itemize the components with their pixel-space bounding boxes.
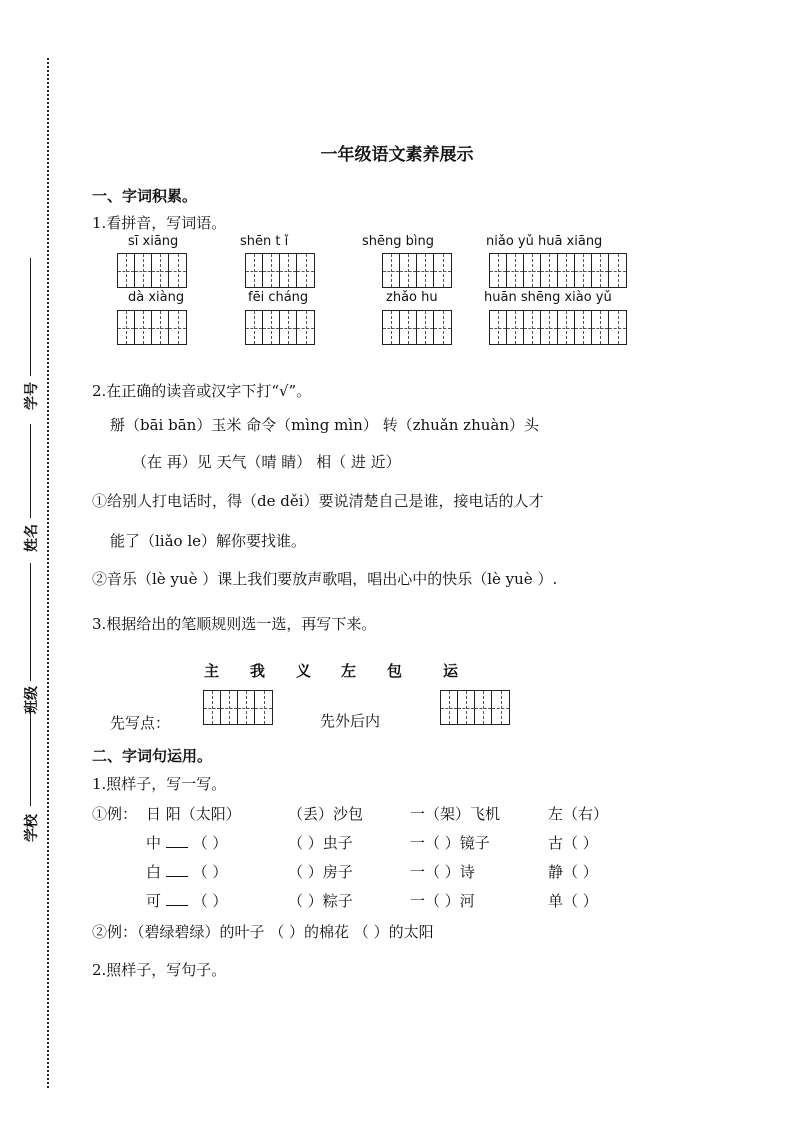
fill-row3-col4[interactable]: 单（ ） bbox=[548, 892, 598, 910]
pinyin-7: zhǎo hu bbox=[386, 290, 438, 305]
class-label: 班级 bbox=[24, 686, 40, 714]
q2-label: 2.在正确的读音或汉字下打“√”。 bbox=[92, 382, 312, 400]
section2-heading: 二、字词句运用。 bbox=[92, 747, 213, 765]
pinyin-3: shēng bìng bbox=[362, 234, 434, 249]
pinyin-1: sī xiāng bbox=[128, 234, 179, 249]
stroke-char-3: 义 bbox=[296, 662, 312, 680]
example-prefix: ①例： bbox=[92, 805, 138, 823]
stroke-char-6: 运 bbox=[443, 662, 459, 680]
fill-row2-col3[interactable]: 一（ ）诗 bbox=[410, 863, 475, 881]
pinyin-4: niǎo yǔ huā xiāng bbox=[486, 234, 603, 249]
name-line[interactable] bbox=[30, 424, 31, 518]
writing-grid-8[interactable] bbox=[489, 310, 627, 345]
fill-row2-col2[interactable]: （ ）房子 bbox=[288, 863, 353, 881]
answer-blank[interactable] bbox=[166, 891, 188, 906]
answer-blank[interactable] bbox=[166, 833, 188, 848]
fill-paren[interactable]: （ ） bbox=[192, 834, 228, 852]
fill-row3-col1[interactable] bbox=[146, 890, 227, 911]
fill-row1-col3[interactable]: 一（ ）镜子 bbox=[410, 834, 490, 852]
fill-char: 中 bbox=[146, 834, 162, 852]
binding-dotted-line bbox=[47, 58, 49, 1088]
school-line[interactable] bbox=[30, 706, 31, 806]
writing-grid-7[interactable] bbox=[382, 310, 452, 345]
rule-dot-first-label: 先写点： bbox=[110, 714, 171, 732]
stroke-char-1: 主 bbox=[204, 662, 220, 680]
student-number-label: 学号 bbox=[24, 382, 40, 410]
q2-line3: ①给别人打电话时，得（de děi）要说清楚自己是谁，接电话的人才 bbox=[92, 492, 544, 510]
student-number-line[interactable] bbox=[30, 258, 31, 376]
pinyin-2: shēn t ǐ bbox=[240, 234, 289, 249]
section1-heading: 一、字词积累。 bbox=[92, 187, 198, 205]
page-title: 一年级语文素养展示 bbox=[320, 145, 474, 165]
writing-grid-2[interactable] bbox=[245, 253, 315, 288]
stroke-char-2: 我 bbox=[250, 662, 266, 680]
answer-grid-dot-first[interactable] bbox=[203, 690, 273, 725]
writing-grid-3[interactable] bbox=[382, 253, 452, 288]
class-line[interactable] bbox=[30, 563, 31, 681]
fill-paren[interactable]: （ ） bbox=[192, 863, 228, 881]
q2-line4: 能了（liǎo le）解你要找谁。 bbox=[110, 532, 307, 550]
writing-grid-6[interactable] bbox=[245, 310, 315, 345]
q2-line1: 掰（bāi bān）玉米 命令（mìng mìn） 转（zhuǎn zhuàn）头 bbox=[110, 416, 540, 434]
fill-row1-col4[interactable]: 古（ ） bbox=[548, 834, 598, 852]
fill-row3-col2[interactable]: （ ）粽子 bbox=[288, 892, 353, 910]
school-label: 学校 bbox=[24, 814, 40, 842]
fill-row2-col4[interactable]: 静（ ） bbox=[548, 863, 598, 881]
pinyin-6: fēi cháng bbox=[248, 290, 309, 305]
writing-grid-5[interactable] bbox=[117, 310, 187, 345]
example-col4: 左（右） bbox=[548, 805, 609, 823]
example-col1: 日 阳（太阳） bbox=[146, 805, 241, 823]
writing-grid-1[interactable] bbox=[117, 253, 187, 288]
reduplication-example-line[interactable]: ②例：（碧绿碧绿）的叶子 （ ）的棉花 （ ）的太阳 bbox=[92, 923, 434, 941]
answer-grid-outside-inside[interactable] bbox=[440, 690, 510, 725]
name-label: 姓名 bbox=[24, 524, 40, 552]
fill-row2-col1[interactable] bbox=[146, 861, 227, 882]
q2-line2: （在 再）见 天气（晴 睛） 相（ 进 近） bbox=[132, 453, 401, 471]
s2-q1-label: 1.照样子，写一写。 bbox=[92, 775, 227, 793]
s2-q2-label: 2.照样子，写句子。 bbox=[92, 961, 227, 979]
fill-row3-col3[interactable]: 一（ ）河 bbox=[410, 892, 475, 910]
fill-paren[interactable]: （ ） bbox=[192, 892, 228, 910]
fill-row1-col2[interactable]: （ ）虫子 bbox=[288, 834, 353, 852]
rule-outside-inside-label: 先外后内 bbox=[320, 712, 381, 730]
pinyin-5: dà xiàng bbox=[128, 290, 185, 305]
q1-label: 1.看拼音，写词语。 bbox=[92, 214, 227, 232]
example-col2: （丢）沙包 bbox=[288, 805, 364, 823]
answer-blank[interactable] bbox=[166, 862, 188, 877]
pinyin-8: huān shēng xiào yǔ bbox=[484, 290, 612, 305]
writing-grid-4[interactable] bbox=[489, 253, 627, 288]
example-col3: 一（架）飞机 bbox=[410, 805, 501, 823]
q3-label: 3.根据给出的笔顺规则选一选，再写下来。 bbox=[92, 615, 377, 633]
stroke-char-4: 左 bbox=[341, 662, 357, 680]
fill-char: 可 bbox=[146, 892, 162, 910]
stroke-char-5: 包 bbox=[387, 662, 403, 680]
fill-row1-col1[interactable] bbox=[146, 832, 227, 853]
fill-char: 白 bbox=[146, 863, 162, 881]
q2-line5: ②音乐（lè yuè ）课上我们要放声歌唱，唱出心中的快乐（lè yuè ）. bbox=[92, 570, 558, 588]
